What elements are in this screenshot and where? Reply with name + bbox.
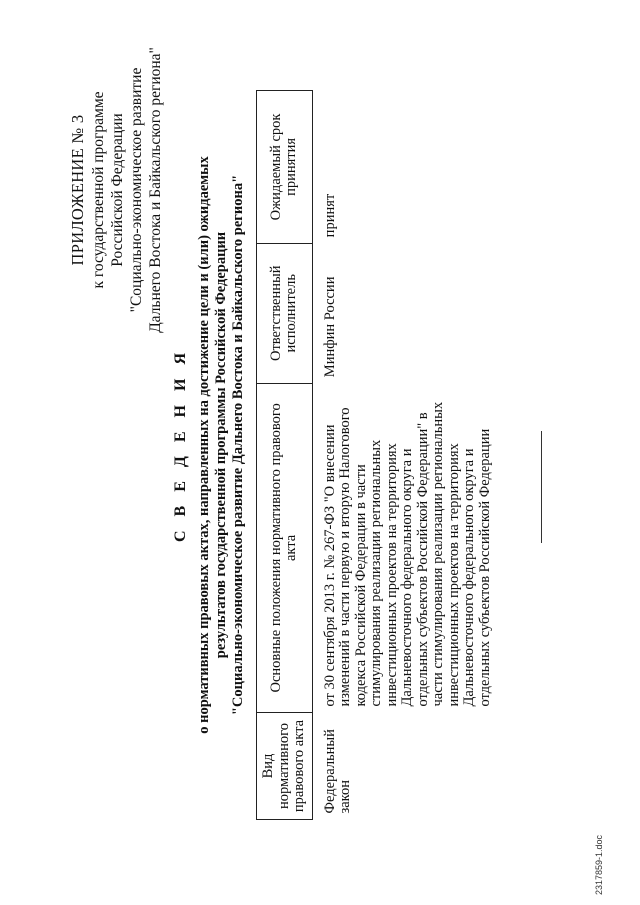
cell-deadline: принят: [321, 193, 338, 238]
appendix-line: "Социально-экономическое развитие: [128, 67, 145, 313]
appendix-line: Российской Федерации: [109, 113, 126, 267]
document-id: 2317859-1.doc: [594, 834, 604, 895]
cell-act-type: Федеральный закон: [321, 729, 353, 814]
appendix-header: [66, 5, 165, 375]
appendix-number: ПРИЛОЖЕНИЕ № 3: [68, 114, 87, 266]
header-act-type: Вид нормативного правового акта: [257, 713, 313, 820]
title-line: результатов государственной программы Российской Федерации: [213, 231, 229, 659]
title-line: "Социально-экономическое развитие Дальнего Востока и Байкальского региона": [230, 174, 246, 716]
document-title: [172, 65, 247, 825]
header-deadline: Ожидаемый срок принятия: [257, 91, 313, 244]
end-divider: [541, 431, 542, 543]
cell-provisions: от 30 сентября 2013 г. № 267-ФЗ "О внесении изменений в части первую и вторую Налогового кодекса Российской Федерации в части стимулирования реализации региональных инвестиционных проектов на территориях Дальневосточного федерального округа и отдельных субъектов Российской Федерации" в части стимулирования реализации региональных инвестиционных проектов на территориях Дальневосточного федерального округа и отдельных субъектов Российской Федерации: [321, 401, 493, 707]
table-header-row: [257, 91, 313, 820]
title-line: о нормативных правовых актах, направленных на достижение цели и (или) ожидаемых: [196, 156, 212, 734]
table-row: [312, 91, 493, 820]
header-provisions: Основные положения нормативного правового акта: [257, 383, 313, 712]
appendix-line: Дальнего Востока и Байкальского региона": [147, 47, 164, 333]
cell-executor: Минфин России: [321, 276, 338, 378]
header-executor: Ответственный исполнитель: [257, 243, 313, 383]
legal-acts-table: [256, 90, 493, 820]
title-main: С В Е Д Е Н И Я: [172, 347, 189, 543]
appendix-line: к государственной программе: [90, 91, 107, 289]
